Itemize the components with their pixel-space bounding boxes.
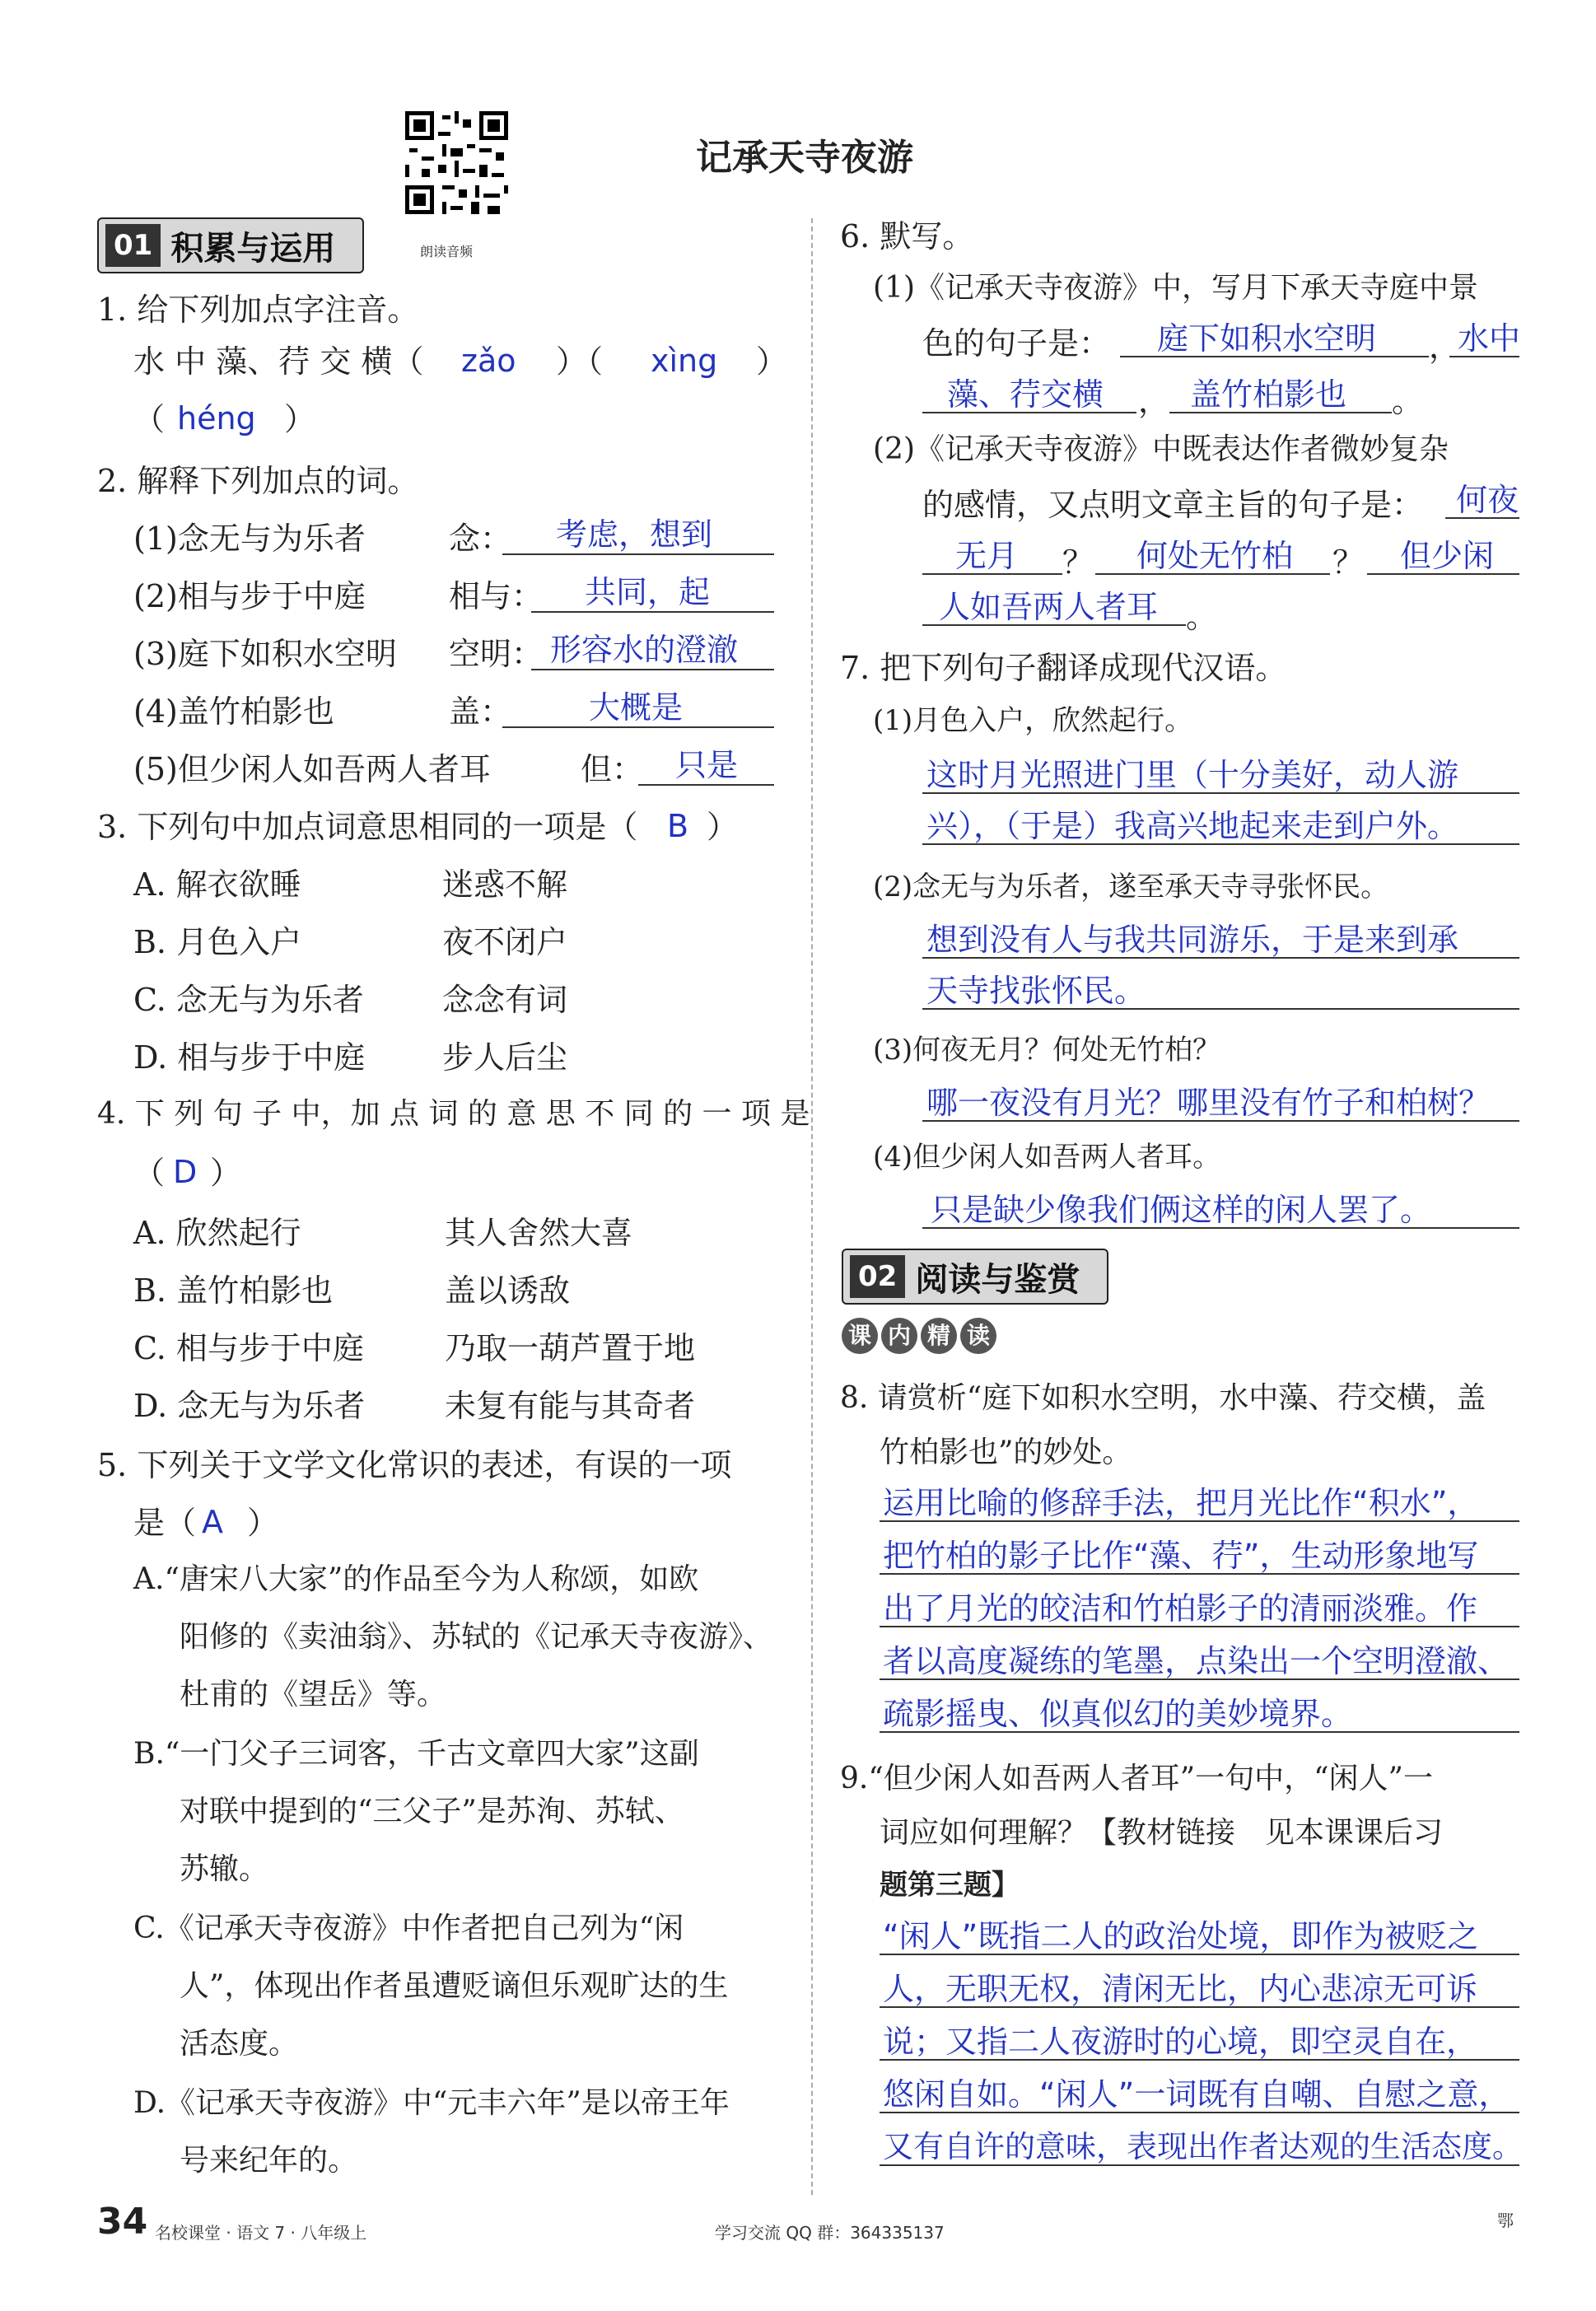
book-info: 名校课堂 · 语文 7 · 八年级上 bbox=[155, 2223, 367, 2243]
tag-char: 精 bbox=[921, 1318, 957, 1354]
q4-option-a: A. 欣然起行 bbox=[133, 1215, 301, 1251]
q1-answer-3: héng bbox=[177, 400, 256, 437]
q6-p1-answer-4: 盖竹柏影也 bbox=[1190, 376, 1347, 413]
q2-item-1-word: 念： bbox=[449, 521, 512, 557]
q5-answer: A bbox=[202, 1504, 223, 1540]
q8-answer-4: 者以高度凝练的笔墨，点染出一个空明澄澈、 bbox=[883, 1643, 1510, 1679]
q6-p2-answer-3: 何处无竹柏 bbox=[1136, 538, 1294, 574]
q5-line-10: D.《记承天寺夜游》中“元丰六年”是以帝王年 bbox=[133, 2086, 730, 2120]
q6-p1-period: 。 bbox=[1392, 383, 1424, 419]
q9-answer-3: 说；又指二人夜游时的心境，即空灵自在， bbox=[883, 2024, 1478, 2060]
q3-option-d: D. 相与步于中庭 bbox=[133, 1039, 366, 1076]
q6-p2-period: 。 bbox=[1186, 599, 1218, 635]
q3-answer: B bbox=[667, 808, 689, 844]
q2-item-4-answer: 大概是 bbox=[589, 689, 684, 726]
q5-line-2: 阳修的《卖油翁》、苏轼的《记承天寺夜游》、 bbox=[180, 1620, 773, 1654]
q5-line-11: 号来纪年的。 bbox=[180, 2144, 358, 2178]
q6-p2-q1: ？ bbox=[1062, 544, 1094, 581]
q2-stem: 2. 解释下列加点的词。 bbox=[97, 463, 419, 499]
answer-line bbox=[880, 1520, 1519, 1522]
section-number: 01 bbox=[105, 224, 161, 267]
q9-answer-4: 悠闲自如。“闲人”一词既有自嘲、自慰之意， bbox=[883, 2076, 1510, 2113]
q2-item-3-answer: 形容水的澄澈 bbox=[550, 632, 739, 668]
answer-line bbox=[880, 1954, 1519, 1955]
q7-item-1-source: (1)月色入户，欣然起行。 bbox=[873, 704, 1193, 737]
answer-line bbox=[922, 1120, 1519, 1122]
q6-p2-answer-4: 但少闲 bbox=[1400, 538, 1495, 574]
answer-line bbox=[880, 2059, 1519, 2061]
q6-p1-line-1: (1)《记承天寺夜游》中，写月下承天寺庭中景 bbox=[873, 271, 1478, 305]
q5-line-7: C.《记承天寺夜游》中作者把自己列为“闲 bbox=[133, 1912, 684, 1945]
q5-line-4: B.“一门父子三词客，千古文章四大家”这副 bbox=[133, 1737, 699, 1771]
answer-line bbox=[1169, 412, 1392, 413]
q9-answer-2: 人，无职无权，清闲无比，内心悲凉无可诉 bbox=[883, 1971, 1478, 2007]
tag-char: 内 bbox=[881, 1318, 917, 1354]
q2-item-5-word: 但： bbox=[581, 751, 644, 787]
answer-line bbox=[922, 412, 1136, 413]
answer-line bbox=[502, 553, 774, 555]
answer-line bbox=[922, 957, 1519, 959]
q4-option-c: C. 相与步于中庭 bbox=[133, 1330, 364, 1366]
q3-option-d-compare: 步人后尘 bbox=[442, 1039, 568, 1076]
answer-line bbox=[922, 624, 1186, 626]
q3-stem: 3. 下列句中加点词意思相同的一项是（ bbox=[97, 809, 638, 845]
q2-item-2-answer: 共同，起 bbox=[585, 574, 711, 610]
q6-p2-q2: ？ bbox=[1332, 544, 1365, 581]
q7-item-3-source: (3)何夜无月？何处无竹柏？ bbox=[873, 1034, 1221, 1067]
q5-line-5: 对联中提到的“三父子”是苏洵、苏轼、 bbox=[180, 1795, 684, 1828]
q4-open: （ bbox=[133, 1155, 166, 1191]
q8-stem-1: 8. 请赏析“庭下如积水空明，水中藻、荇交横，盖 bbox=[840, 1381, 1486, 1415]
qr-caption: 朗读音频 bbox=[420, 244, 474, 259]
region-mark: 鄂 bbox=[1497, 2211, 1514, 2230]
answer-line bbox=[880, 1573, 1519, 1575]
q6-p1-answer-2: 水中 bbox=[1458, 320, 1521, 357]
answer-line bbox=[1449, 356, 1519, 357]
q1-answer-1: zǎo bbox=[461, 343, 516, 379]
q6-p2-answer-1: 何夜 bbox=[1456, 482, 1519, 518]
q1-stem: 1. 给下列加点字注音。 bbox=[97, 292, 419, 328]
answer-line bbox=[638, 784, 774, 786]
answer-line bbox=[922, 573, 1062, 575]
tag-char: 课 bbox=[842, 1318, 878, 1354]
q7-item-1-answer-2: 兴），（于是）我高兴地起来走到户外。 bbox=[926, 808, 1459, 844]
q4-option-a-compare: 其人舍然大喜 bbox=[445, 1215, 633, 1251]
q8-answer-2: 把竹柏的影子比作“藻、荇”，生动形象地写 bbox=[883, 1538, 1479, 1574]
answer-line bbox=[922, 843, 1519, 845]
page-title: 记承天寺夜游 bbox=[696, 137, 913, 179]
q4-option-b: B. 盖竹柏影也 bbox=[133, 1272, 334, 1309]
q4-stem: 4. 下 列 句 子 中，加 点 词 的 意 思 不 同 的 一 项 是 bbox=[97, 1097, 810, 1131]
q6-stem: 6. 默写。 bbox=[840, 218, 974, 254]
q7-item-3-answer-1: 哪一夜没有月光？哪里没有竹子和柏树？ bbox=[926, 1085, 1491, 1121]
q3-option-a-compare: 迷惑不解 bbox=[442, 866, 568, 903]
page-number: 34 bbox=[97, 2201, 148, 2243]
q6-p1-line-2: 色的句子是： bbox=[922, 325, 1111, 362]
answer-line bbox=[880, 1731, 1519, 1733]
q3-option-c: C. 念无与为乐者 bbox=[133, 982, 364, 1018]
answer-line bbox=[531, 611, 774, 613]
q4-answer: D bbox=[173, 1154, 198, 1190]
q3-option-b: B. 月色入户 bbox=[133, 924, 302, 960]
q7-item-2-answer-2: 天寺找张怀民。 bbox=[926, 973, 1146, 1009]
q9-answer-1: “闲人”既指二人的政治处境，即作为被贬之 bbox=[883, 1918, 1479, 1954]
q5-stem: 5. 下列关于文学文化常识的表述，有误的一项 bbox=[97, 1447, 732, 1483]
q4-option-c-compare: 乃取一葫芦置于地 bbox=[445, 1330, 696, 1366]
q6-p2-answer-2: 无月 bbox=[955, 538, 1019, 574]
q1-line: 水 中 藻、荇 交 横（ bbox=[133, 343, 424, 380]
answer-line bbox=[1445, 517, 1519, 519]
answer-line bbox=[880, 2164, 1519, 2166]
q1-answer-2: xìng bbox=[651, 343, 718, 379]
q7-item-2-answer-1: 想到没有人与我共同游乐，于是来到承 bbox=[926, 922, 1459, 958]
column-divider bbox=[811, 218, 813, 2195]
q6-p2-answer-5: 人如吾两人者耳 bbox=[939, 589, 1159, 625]
q6-p2-line-1: (2)《记承天寺夜游》中既表达作者微妙复杂 bbox=[873, 432, 1449, 466]
q5-line-8: 人”，体现出作者虽遭贬谪但乐观旷达的生 bbox=[180, 1969, 729, 2003]
q5-close: ） bbox=[247, 1505, 279, 1541]
q2-item-5-sentence: (5)但少闲人如吾两人者耳 bbox=[133, 751, 491, 787]
q5-line-3: 杜甫的《望岳》等。 bbox=[180, 1678, 447, 1711]
answer-line bbox=[1095, 573, 1330, 575]
q5-line-9: 活态度。 bbox=[180, 2027, 299, 2061]
q4-option-d-compare: 未复有能与其奇者 bbox=[445, 1388, 696, 1424]
q6-p1-comma-2: ， bbox=[1138, 383, 1170, 419]
q8-answer-3: 出了月光的皎洁和竹柏影子的清丽淡雅。作 bbox=[883, 1590, 1478, 1627]
section-header-accumulation bbox=[97, 217, 364, 273]
q1-open2: （ bbox=[133, 401, 166, 437]
q2-item-1-answer: 考虑，想到 bbox=[556, 516, 713, 553]
q5-line-1: A.“唐宋八大家”的作品至今为人称颂，如欧 bbox=[133, 1562, 699, 1596]
q2-item-3-word: 空明： bbox=[449, 636, 544, 672]
qq-group: 学习交流 QQ 群：364335137 bbox=[715, 2223, 945, 2243]
answer-line bbox=[880, 2112, 1519, 2113]
q3-option-a: A. 解衣欲睡 bbox=[133, 866, 301, 903]
q8-answer-5: 疏影摇曳、似真似幻的美妙境界。 bbox=[883, 1696, 1353, 1732]
q2-item-2-word: 相与： bbox=[449, 578, 544, 614]
answer-line bbox=[1120, 356, 1429, 357]
q9-stem-1: 9.“但少闲人如吾两人者耳”一句中，“闲人”一 bbox=[840, 1762, 1433, 1795]
subsection-tag bbox=[842, 1318, 1000, 1354]
section-header-reading bbox=[842, 1249, 1108, 1305]
q7-item-4-answer-1: 只是缺少像我们俩这样的闲人罢了。 bbox=[931, 1192, 1432, 1228]
answer-line bbox=[1367, 573, 1519, 575]
q5-stem-2: 是（ bbox=[133, 1505, 197, 1541]
tag-char: 读 bbox=[960, 1318, 996, 1354]
q6-p1-answer-1: 庭下如积水空明 bbox=[1157, 320, 1377, 357]
q6-p1-answer-3: 藻、荇交横 bbox=[947, 376, 1104, 413]
answer-line bbox=[502, 726, 774, 728]
q8-answer-1: 运用比喻的修辞手法，把月光比作“积水”， bbox=[883, 1485, 1479, 1521]
q5-line-6: 苏辙。 bbox=[180, 1852, 269, 1886]
q1-close: ） bbox=[756, 343, 788, 380]
answer-line bbox=[922, 1008, 1519, 1010]
answer-line bbox=[880, 1626, 1519, 1627]
q2-item-3-sentence: (3)庭下如积水空明 bbox=[133, 636, 397, 672]
q2-item-5-answer: 只是 bbox=[675, 747, 739, 783]
q6-p1-comma: ， bbox=[1429, 329, 1461, 365]
section-label: 积累与运用 bbox=[170, 229, 336, 268]
q7-item-1-answer-1: 这时月光照进门里（十分美好，动人游 bbox=[926, 757, 1459, 793]
answer-line bbox=[880, 1678, 1519, 1680]
q7-stem: 7. 把下列句子翻译成现代汉语。 bbox=[840, 650, 1287, 686]
q4-option-d: D. 念无与为乐者 bbox=[133, 1388, 366, 1424]
q3-option-b-compare: 夜不闭户 bbox=[442, 924, 568, 960]
q6-p2-line-2: 的感情，又点明文章主旨的句子是： bbox=[922, 487, 1424, 523]
q9-stem-2: 词应如何理解？【教材链接 见本课课后习 bbox=[880, 1816, 1444, 1850]
q2-item-1-sentence: (1)念无与为乐者 bbox=[133, 521, 366, 557]
answer-line bbox=[531, 669, 774, 670]
q7-item-2-source: (2)念无与为乐者，遂至承天寺寻张怀民。 bbox=[873, 871, 1389, 903]
q2-item-4-word: 盖： bbox=[449, 693, 512, 730]
q1-close2: ） bbox=[284, 401, 316, 437]
answer-line bbox=[922, 792, 1519, 794]
q2-item-4-sentence: (4)盖竹柏影也 bbox=[133, 693, 334, 730]
q3-option-c-compare: 念念有词 bbox=[442, 982, 568, 1018]
answer-line bbox=[922, 1227, 1519, 1229]
q4-option-b-compare: 盖以诱敌 bbox=[445, 1272, 571, 1309]
answer-line bbox=[880, 2006, 1519, 2008]
section-number: 02 bbox=[850, 1255, 905, 1298]
q1-mid: ）（ bbox=[556, 343, 604, 380]
q8-stem-2: 竹柏影也”的妙处。 bbox=[880, 1436, 1132, 1469]
section-label: 阅读与鉴赏 bbox=[915, 1260, 1080, 1299]
q9-stem-3: 题第三题】 bbox=[880, 1869, 1020, 1902]
q7-item-4-source: (4)但少闲人如吾两人者耳。 bbox=[873, 1141, 1221, 1174]
q4-close: ） bbox=[210, 1155, 242, 1191]
q9-answer-5: 又有自许的意味，表现出作者达观的生活态度。 bbox=[883, 2129, 1523, 2164]
q2-item-2-sentence: (2)相与步于中庭 bbox=[133, 578, 366, 614]
qr-code bbox=[401, 107, 512, 218]
q3-close: ） bbox=[707, 809, 739, 845]
